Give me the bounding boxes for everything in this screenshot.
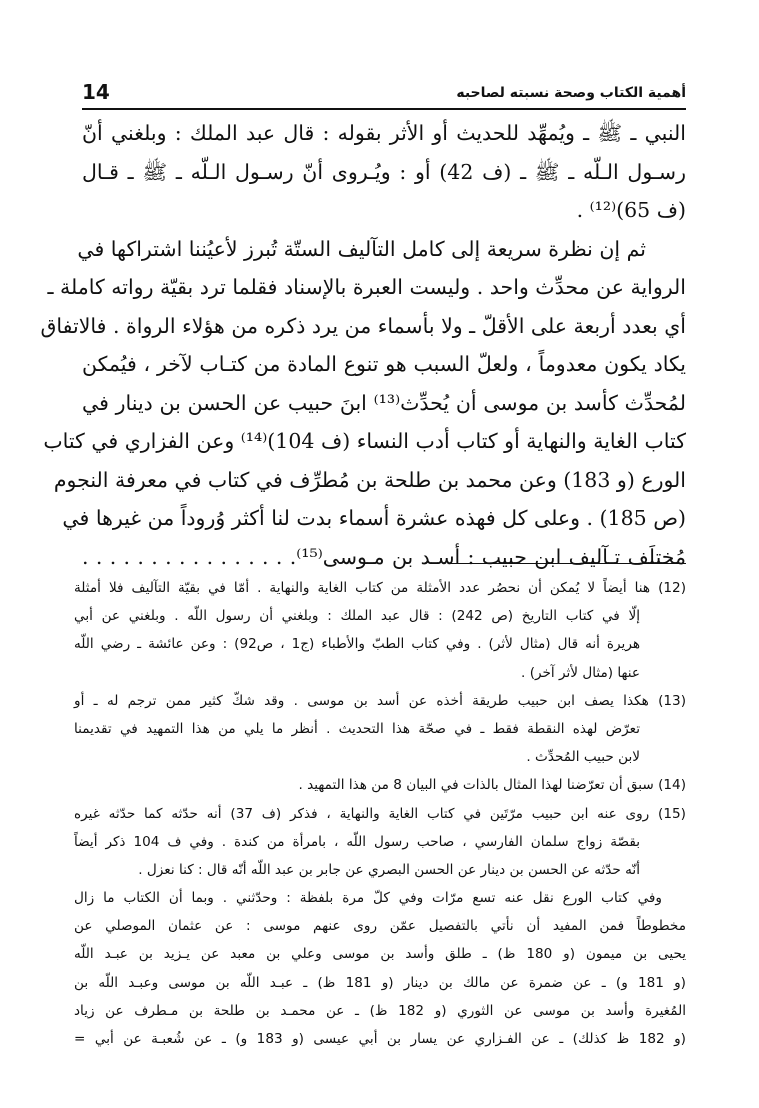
footnote-line: (و 182 ظ كذلك) ـ عن الفـزاري عن يسار بن أبي عيسى (و 183 و) ـ عن شُعبـة عن أبي =: [74, 1031, 686, 1047]
footnote-line: لابن حبيب المُحدِّث .: [526, 749, 640, 766]
footnote-line: (و 181 و) ـ عن ضمرة عن مالك بن دينار (و 181 ظ) ـ عبـد اللّه بن موسى وعبـد اللّه بن: [74, 974, 686, 991]
footnote-15: [74, 800, 686, 1054]
text-line: مُختلَف تـآليف ابن حبيب : أسـد بن مـوسى⁽¹⁵⁾. . . . . . . . . . . . . . . .: [82, 544, 686, 569]
footnote-line: تعرّض لهذه النقطة فقط ـ في صحّة هذا التحديث . أنظر ما يلي من هذا التمهيد في تقديمنا: [74, 720, 640, 737]
text-line: كتاب الغاية والنهاية أو كتاب أدب النساء (ف 104)⁽¹⁴⁾ وعن الفزاري في كتاب: [43, 429, 686, 453]
footnote-line: (14) سبق أن تعرّضنا لهذا المثال بالذات في البيان 8 من هذا التمهيد .: [298, 777, 686, 794]
footnote-line: (13) هكذا يصف ابن حبيب طريقة أخذه عن أسد بن موسى . وقد شكّ كثير ممن ترجم له ـ أو: [74, 692, 686, 709]
footnote-line: وفي كتاب الورع نقل عنه تسع مرّات وفي كلّ مرة بلفظة : وحدّثني . وبما أن الكتاب ما زال: [74, 890, 662, 907]
text-line: رسـول الـلّه ـ ﷺ ـ (ف 42) أو : ويُـروى أنّ رسـول الـلّه ـ ﷺ ـ قـال: [82, 159, 687, 184]
footnote-line: إلّا في كتاب التاريخ (ص 242) : قال عبد الملك : وبلغني أن رسول اللّه . وبلغني عن أبي: [74, 608, 641, 625]
footnotes: [74, 574, 686, 1053]
text-line: (ص 185) . وعلى كل فهذه عشرة أسماء بدت لنا أكثر وُروداً من غيرها في: [62, 506, 686, 530]
text-line: ثم إن نظرة سريعة إلى كامل التآليف الستّة تُبرز لأعيُننا اشتراكها في: [77, 236, 646, 261]
footnote-line: بقصّة زواج سلمان الفارسي ، صاحب رسول اللّه ، بامرأة من كندة . وفي ف 104 ذكر أيضاً: [74, 833, 640, 850]
text-line: يكاد يكون معدوماً ، ولعلّ السبب هو تنوع المادة من كتـاب لآخر ، فيُمكن: [82, 352, 686, 376]
page-header: [82, 80, 686, 110]
text-line: النبي ـ ﷺ ـ ويُمهِّد للحديث أو الأثر بقوله : قال عبد الملك : وبلغني أنّ: [82, 121, 686, 145]
text-line: لمُحدِّث كأسد بن موسى أن يُحدِّث⁽¹³⁾ ابنَ حبيب عن الحسن بن دينار في: [82, 390, 686, 415]
page-number: 14: [82, 80, 110, 104]
text-line: الورع (و 183) وعن محمد بن طلحة بن مُطرِّف في كتاب في معرفة النجوم: [53, 467, 686, 492]
footnote-line: عنها (مثال لأثر آخر) .: [521, 664, 640, 681]
footnote-line: المُغيرة وأسد بن موسى عن الثوري (و 182 ظ) ـ عن محمـد بن طلحة بن مـطرف عن زياد: [74, 1002, 687, 1019]
footnote-line: مخطوطاً فمن المفيد أن نأتي بالتفصيل عمّن روى عنهم موسى : عن عثمان الموصلي عن: [74, 918, 686, 935]
footnote-12: [74, 574, 686, 687]
footnote-separator: [450, 563, 686, 564]
text-line: أي بعدد أربعة على الأقلّ ـ ولا بأسماء من يرد ذكره من هؤلاء الرواة . فالاتفاق: [40, 313, 686, 338]
footnote-13: [74, 687, 686, 772]
footnote-line: هريرة أنه قال (مثال لأثر) . وفي كتاب الطبّ والأطباء (ج1 ، ص92) : وعن عائشة ـ رضي اللّه: [74, 636, 641, 653]
footnote-line: (15) روى عنه ابن حبيب مرّتَين في كتاب الغاية والنهاية ، فذكر (ف 37) أنه حدّثه كما حدّثه غيره: [74, 805, 686, 822]
footnote-line: (12) هنا أيضاً لا يُمكن أن نحصُر عدد الأمثلة من كتاب الغاية والنهاية . أمّا في بقيّة التآليف فلا أمثلة: [74, 580, 686, 596]
text-line: الرواية عن محدِّث واحد . وليست العبرة بالإسناد فقلما ترد بقيّة رواته كاملة ـ: [47, 275, 686, 299]
main-text: [40, 114, 687, 576]
footnote-14: [74, 771, 686, 799]
footnote-line: أنّه حدّثه عن الحسن بن دينار عن الحسن البصري عن جابر بن عبد اللّه أنّه قال : كنا نعزل .: [138, 861, 640, 878]
running-head: أهمية الكتاب وصحة نسبته لصاحبه: [456, 85, 686, 101]
text-line: (ف 65)⁽¹²⁾ .: [576, 198, 686, 222]
footnote-line: يحيى بن ميمون (و 180 ظ) ـ طلق وأسد بن موسى وعلي بن معبد عن يـزيد بن عبـد اللّه: [74, 946, 686, 963]
